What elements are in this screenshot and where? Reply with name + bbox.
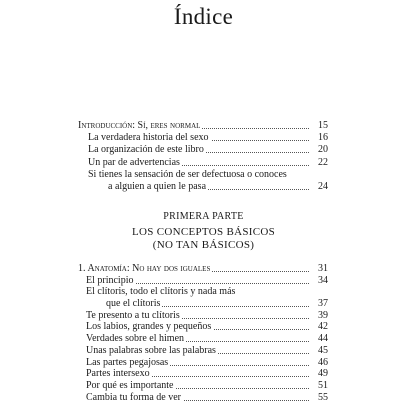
toc-entry-title: a alguien a quien le pasa <box>108 180 207 192</box>
toc-entry-page: 45 <box>318 344 328 356</box>
toc-entry <box>0 321 407 333</box>
toc-entry-page: 31 <box>318 263 328 274</box>
toc-entry-page: 42 <box>318 321 328 333</box>
toc-entry-page: 22 <box>318 156 328 168</box>
toc-entry-page: 37 <box>318 298 328 310</box>
toc-entry-page: 15 <box>318 120 328 131</box>
toc-entry-title: El principio <box>86 274 134 286</box>
toc-entry <box>0 181 407 193</box>
toc-entry <box>0 286 407 298</box>
toc-entry-page: 49 <box>318 368 328 380</box>
toc-entry-title: El clítoris, todo el clítoris y nada más <box>86 286 236 298</box>
toc-entry-title: Cambia tu forma de ver <box>86 391 181 403</box>
chapter1-section <box>0 263 407 403</box>
toc-entry <box>0 144 407 156</box>
toc-entry <box>0 345 407 357</box>
toc-entry-title: Partes intersexo <box>86 368 150 380</box>
toc-entry <box>0 169 407 181</box>
part-title-line2: (NO TAN BÁSICOS) <box>152 239 255 251</box>
toc-entry-title: Si tienes la sensación de ser defectuosa o conoces <box>88 168 287 180</box>
toc-entry-title: 1. Anatomía: No hay dos iguales <box>78 263 211 274</box>
toc-entry <box>0 157 407 169</box>
toc-entry <box>0 392 407 404</box>
toc-entry-page: 51 <box>318 379 328 391</box>
toc-entry-page: 44 <box>318 333 328 345</box>
toc-entry-title: La organización de este libro <box>88 144 204 156</box>
toc-entry <box>0 263 407 275</box>
toc-entry-page: 24 <box>318 180 328 192</box>
toc-entry <box>0 310 407 322</box>
toc-entry-title: Las partes pegajosas <box>86 356 169 368</box>
toc-entry <box>0 357 407 369</box>
toc-entry-title: Introducción: Sí, eres normal <box>78 120 201 131</box>
toc-entry <box>0 120 407 132</box>
part-title-line1: LOS CONCEPTOS BÁSICOS <box>131 226 276 238</box>
toc-entry-page: 20 <box>318 144 328 156</box>
toc-entry <box>0 132 407 144</box>
toc-entry <box>0 275 407 287</box>
toc-entry-page: 39 <box>318 309 328 321</box>
toc-entry-page: 55 <box>318 391 328 403</box>
toc-entry <box>0 368 407 380</box>
part-label: PRIMERA PARTE <box>163 211 244 222</box>
toc-entry-page: 46 <box>318 356 328 368</box>
toc-entry-title: La verdadera historia del sexo <box>88 132 209 144</box>
toc-entry-title: Verdades sobre el himen <box>86 333 185 345</box>
intro-section <box>0 120 407 193</box>
toc-entry-title: Te presento a tu clítoris <box>86 309 180 321</box>
toc-entry <box>0 333 407 345</box>
toc-entry-title: Los labios, grandes y pequeños <box>86 321 212 333</box>
toc-entry <box>0 298 407 310</box>
toc-entry-title: Unas palabras sobre las palabras <box>86 344 216 356</box>
page-title: Índice <box>173 4 234 29</box>
toc-entry <box>0 380 407 392</box>
toc-entry-title: Un par de advertencias <box>88 156 180 168</box>
toc-entry-title: Por qué es importante <box>86 379 174 391</box>
toc-entry-title: que el clítoris <box>106 298 161 310</box>
toc-entry-page: 34 <box>318 274 328 286</box>
toc-entry-page: 16 <box>318 132 328 144</box>
